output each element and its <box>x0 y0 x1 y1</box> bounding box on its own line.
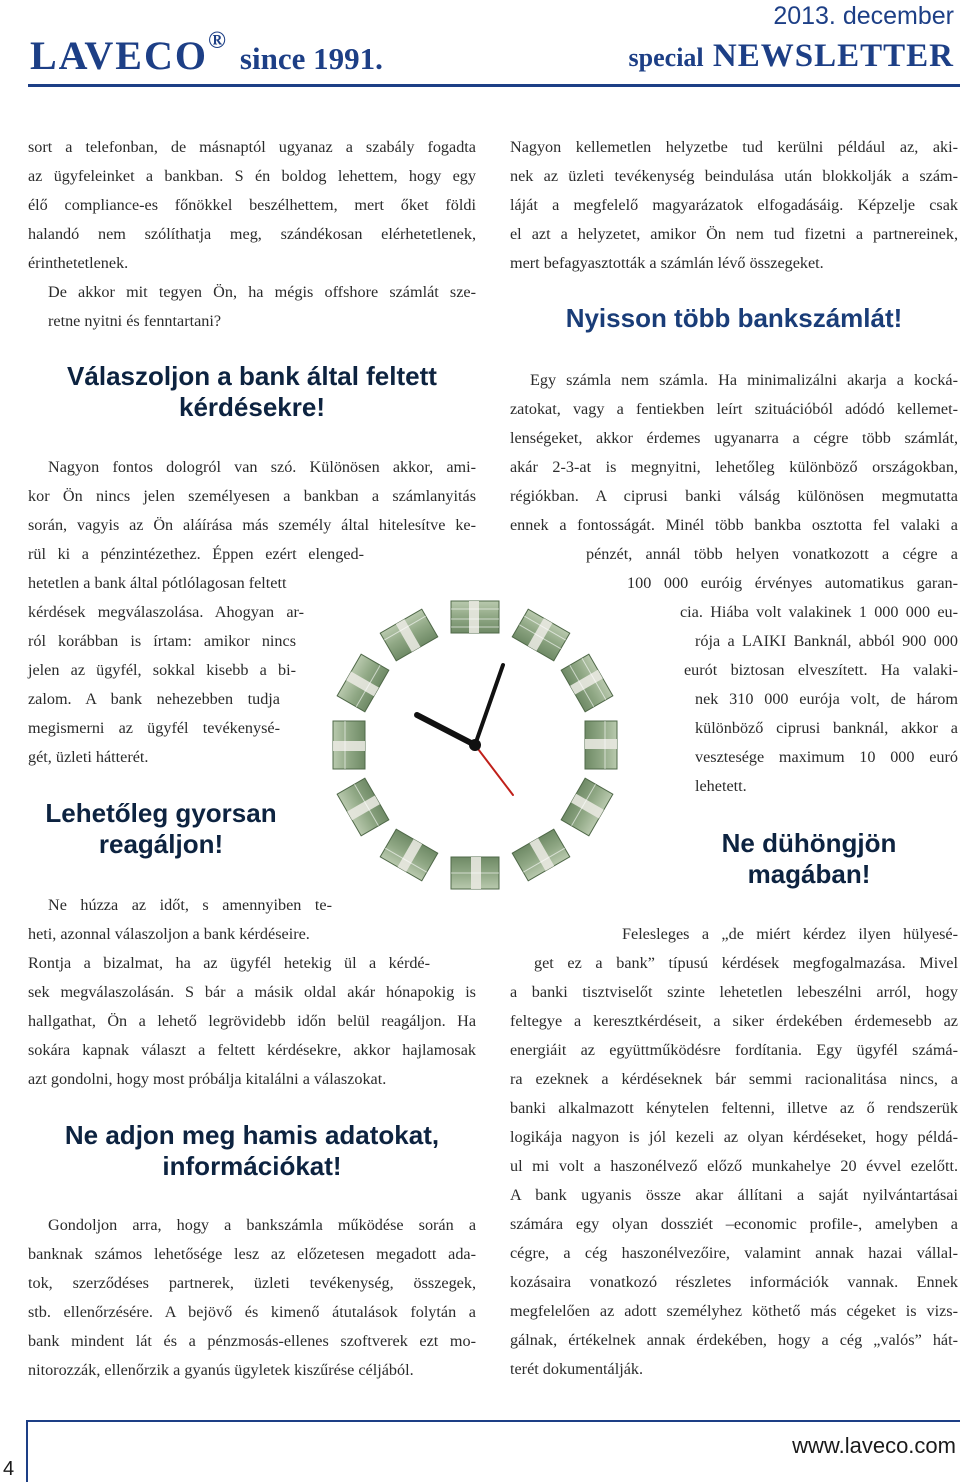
text-line: kérdések megválaszolása. Ahogyan ar- <box>28 603 304 621</box>
text-line: nek 310 000 eurója volt, de három <box>695 690 958 708</box>
money-stack-8 <box>337 778 389 836</box>
text-line: gálnak, értékelnek annak érdekében, hogy a cég „valós” hát- <box>510 1331 958 1349</box>
text-line: nitorozzák, ellenőrzik a gyanús ügyletek kiszűrése céljából. <box>28 1361 414 1379</box>
issue-date: 2013. december <box>773 2 954 30</box>
text-line: kor Ön nincs jelen személyesen a bankban a számlanyitás <box>28 487 476 505</box>
text-line: láját a megfelelő magyarázatok elfogadásáig. Képzelje csak <box>510 196 958 214</box>
money-stack-10 <box>337 654 389 712</box>
text-line: A bank ugyanis össze akar állítani a saját nyilvántartásai <box>510 1186 958 1204</box>
text-line: ról korábban is írtam: amikor nincs <box>28 632 296 650</box>
text-line: rója a LAIKI Banknál, abból 900 000 <box>695 632 958 650</box>
text-line: gét, üzleti hátterét. <box>28 748 149 766</box>
right-intro <box>510 133 958 278</box>
text-line: retne nyitni és fenntartani? <box>48 312 222 330</box>
text-line: zatokat, vagy a fentiekben leírt szituációból adódó kellemet- <box>510 400 958 418</box>
brand-since: since 1991. <box>239 41 383 76</box>
text-line: eurót biztosan elveszített. Ha valaki- <box>684 661 958 679</box>
hour-hand <box>417 715 475 745</box>
heading-line: reagáljon! <box>98 829 224 859</box>
text-line: Ne húzza az időt, s amennyiben te- <box>48 896 332 914</box>
special-label: special <box>628 43 704 72</box>
heading-react-fast <box>28 798 294 860</box>
text-line: számára egy olyan dossziét –economic profile-, amelyben a <box>510 1215 958 1233</box>
text-line: nek az üzleti tevékenység beindulása után blokkolják a szám- <box>510 167 958 185</box>
text-line: hetetlen a bank által pótlólagosan feltett <box>28 574 287 592</box>
text-line: során, vagyis az Ön aláírása más személy által hitelesítve ke- <box>28 516 476 534</box>
text-line: heti, azonnal válaszoljon a bank kérdéseire. <box>28 925 310 943</box>
text-line: logikája nagyon is jól kezeli az olyan kérdéseket, hogy példá- <box>510 1128 958 1146</box>
money-stack-9 <box>333 721 365 769</box>
newsletter-label: NEWSLETTER <box>712 38 954 74</box>
money-stack-6 <box>451 857 499 889</box>
left-intro <box>28 133 476 278</box>
text-line: zalom. A bank nehezebben tudja <box>28 690 280 708</box>
footer-divider <box>28 1420 960 1422</box>
text-line: cégre, a cég haszonélvezőire, valamint annak hazai vállal- <box>510 1244 958 1262</box>
heading-line: kérdésekre! <box>179 392 325 422</box>
text-line: banknak számos lehetősége lesz az előzetesen megadott ada- <box>28 1245 476 1263</box>
text-line: Gondoljon arra, hogy a bankszámla működése során a <box>48 1216 476 1234</box>
text-line: jelen az ügyfél, sokkal kisebb a bi- <box>28 661 296 679</box>
text-line: energiáit az együttműködésre fordítania. Egy ügyfél számá- <box>510 1041 958 1059</box>
registered-mark: ® <box>207 28 228 54</box>
money-stack-5 <box>512 829 570 881</box>
heading-no-false-data <box>28 1120 476 1182</box>
text-line: cia. Hiába volt valakinek 1 000 000 eu- <box>680 603 958 621</box>
text-line: ra ezeknek a kérdéseknek bár semmi racionalitása nincs, a <box>510 1070 958 1088</box>
text-line: feltegye a keresztkérdéseit, a siker érdekében érdemesebb az <box>510 1012 958 1030</box>
heading-line: Lehetőleg gyorsan <box>45 798 277 828</box>
heading-line: Ne dühöngjön <box>721 828 897 858</box>
text-line: el azt a helyzetet, amikor Ön nem tud fizetni a partnereinek, <box>510 225 958 243</box>
footer-website-link[interactable]: www.laveco.com <box>792 1433 956 1458</box>
heading-line: magában! <box>747 859 871 889</box>
text-line: régiókban. A ciprusi banki válság különösen megmutatta <box>510 487 958 505</box>
text-line: hallgathat, Ön a lehető legrövidebb időn belül reagáljon. Ha <box>28 1012 476 1030</box>
text-line: rül ki a pénzintézethez. Éppen ezért elenged- <box>28 545 364 563</box>
second-hand <box>475 745 513 795</box>
text-line: azt gondolni, hogy most próbálja kitalálni a válaszokat. <box>28 1070 387 1088</box>
text-line: sokára kapnak választ a feltett kérdésekre, akkor hajlamosak <box>28 1041 476 1059</box>
text-line: az ügyfeleinket a bankban. S én boldog lehettem, hogy egy <box>28 167 476 185</box>
money-stack-2 <box>561 654 613 712</box>
text-line: akár 2-3-at is megnyitni, lehetőleg különböző országokban, <box>510 458 958 476</box>
text-line: sek megválaszolásán. S bár a másik oldal akár hónapokig is <box>28 983 476 1001</box>
heading-line: Nyisson több bankszámlát! <box>565 303 903 333</box>
text-line: bank mindent lát és a pénzmosás-ellenes szoftverek ezt mo- <box>28 1332 476 1350</box>
text-line: megfelelően az adott személyhez köthető más cégeket is vizs- <box>510 1302 958 1320</box>
text-line: mert befagyasztották a számlán lévő összegeket. <box>510 254 824 272</box>
text-line: sort a telefonban, de másnaptól ugyanaz a szabály fogadta <box>28 138 476 156</box>
heading-answer-questions <box>28 361 476 423</box>
page-number-bar <box>26 1420 28 1482</box>
text-line: Nagyon kellemetlen helyzetbe tud kerülni például az, aki- <box>510 138 958 156</box>
clock-center <box>469 739 481 751</box>
brand-name: LAVECO <box>30 33 208 78</box>
text-line: tok, szerződéses partnerek, üzleti tevékenység, összegek, <box>28 1274 476 1292</box>
text-line: kozásaira vonatkozó részletes információk vannak. Ennek <box>510 1273 958 1291</box>
minute-hand <box>475 665 503 745</box>
text-line: ennek a fontosságát. Minél több bankba osztotta fel valaki a <box>510 516 958 534</box>
header-divider <box>28 84 960 87</box>
text-line: érinthetetlenek. <box>28 254 129 272</box>
text-line: banki alkalmazott kénytelen feltenni, illetve az ő rendszerük <box>510 1099 958 1117</box>
text-line: különböző ciprusi banknál, akkor a <box>695 719 958 737</box>
left-paragraph-3 <box>28 1211 476 1385</box>
right-paragraph-2 <box>510 920 958 1384</box>
brand-title <box>30 28 383 79</box>
text-line: pénzét, annál több helyen vonatkozott a cégre a <box>586 545 958 563</box>
text-line: Nagyon fontos dologról van szó. Különösen akkor, ami- <box>48 458 476 476</box>
newsletter-title <box>629 38 954 75</box>
heading-dont-rage <box>688 828 930 890</box>
heading-line: Ne adjon meg hamis adatokat, <box>64 1120 440 1150</box>
text-line: Felesleges a „de miért kérdez ilyen hülyesé- <box>622 925 958 943</box>
heading-open-more-accounts <box>510 303 958 334</box>
left-question <box>48 278 476 336</box>
text-line: lehetett. <box>695 777 747 795</box>
money-stack-1 <box>512 609 570 661</box>
text-line: De akkor mit tegyen Ön, ha mégis offshore számlát sze- <box>48 283 476 301</box>
text-line: terét dokumentálják. <box>510 1360 644 1378</box>
page-number: 4 <box>3 1458 15 1480</box>
text-line: Rontja a bizalmat, ha az ügyfél hetekig ül a kérdé- <box>28 954 430 972</box>
text-line: a banki tisztviselőt szinte lehetetlen lebeszélni arról, hogy <box>510 983 958 1001</box>
text-line: Egy számla nem számla. Ha minimalizálni akarja a kocká- <box>530 371 958 389</box>
text-line: halandó nem szólíthatja meg, szándékosan elérhetetlenek, <box>28 225 476 243</box>
text-line: ul mi volt a haszonélvező előző munkahelye 20 évvel ezelőtt. <box>510 1157 958 1175</box>
money-stack-4 <box>561 778 613 836</box>
heading-line: Válaszoljon a bank által feltett <box>67 361 437 391</box>
money-stack-7 <box>380 829 438 881</box>
money-stack-3 <box>585 721 617 769</box>
text-line: megismerni az ügyfél tevékenysé- <box>28 719 280 737</box>
money-stack-12 <box>451 601 499 633</box>
left-paragraph-2 <box>28 891 476 1094</box>
money-stack-11 <box>380 609 438 661</box>
heading-line: információkat! <box>162 1151 342 1181</box>
text-line: get ez a bank” típusú kérdések megfogalmazása. Mivel <box>534 954 958 972</box>
text-line: lenségeket, akkor érdemes ugyanarra a cégre több számlát, <box>510 429 958 447</box>
text-line: vesztesége maximum 10 000 euró <box>695 748 958 766</box>
money-clock-icon <box>325 595 625 895</box>
text-line: 100 000 euróig érvényes automatikus garan- <box>627 574 958 592</box>
text-line: élő compliance-es főnökkel beszélhettem, mert őket földi <box>28 196 476 214</box>
text-line: stb. ellenőrzésére. A bejövő és kimenő átutalások folytán a <box>28 1303 476 1321</box>
